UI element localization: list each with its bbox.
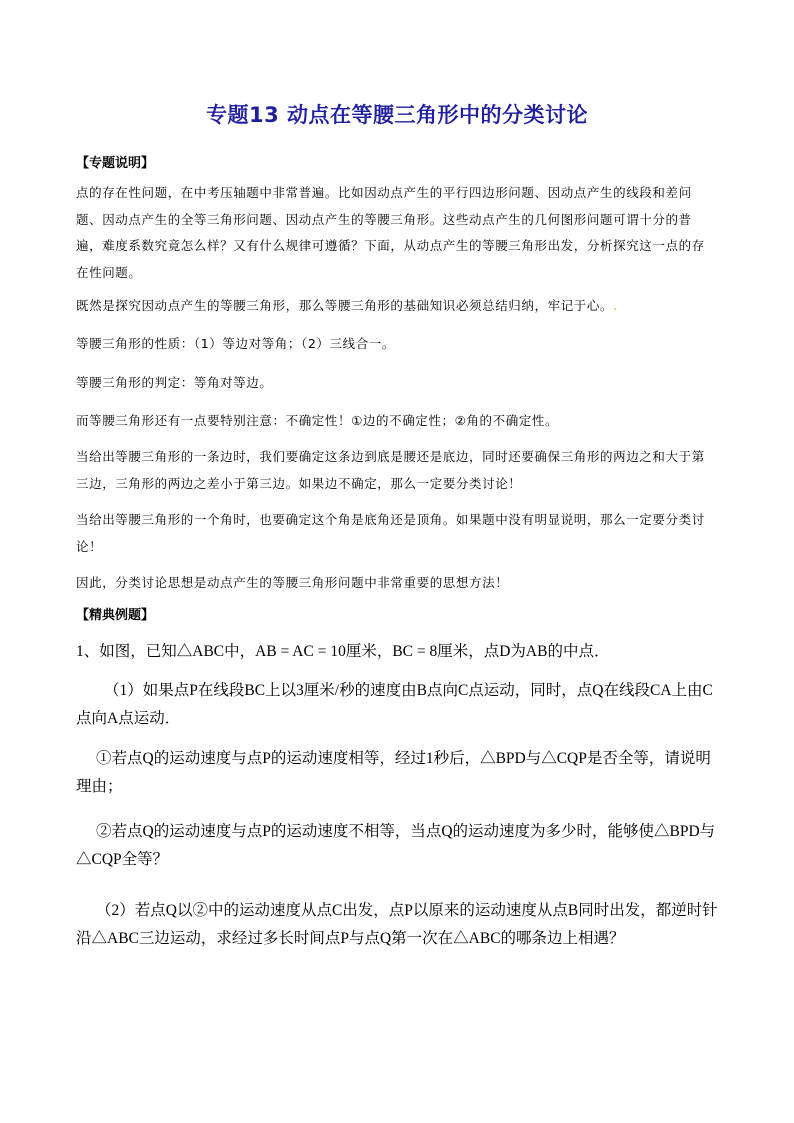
question-1-subpart-a: ①若点Q的运动速度与点P的运动速度相等，经过1秒后，△BPD与△CQP是否全等，请说明理由； (76, 750, 711, 795)
question-1-stem: 1、如图，已知△ABC中，AB = AC = 10厘米，BC = 8厘米，点D为AB的中点． (76, 643, 610, 660)
paragraph-angle-case: 当给出等腰三角形的一个角时，也要确定这个角是底角还是顶角。如果题中没有明显说明，那么一定要分类讨论！ (76, 512, 705, 554)
paragraph-conclusion: 因此，分类讨论思想是动点产生的等腰三角形问题中非常重要的思想方法！ (76, 575, 509, 590)
paragraph-uncertainty: 而等腰三角形还有一点要特别注意：不确定性！①边的不确定性；②角的不确定性。 (76, 413, 559, 428)
page-title: 专题13 动点在等腰三角形中的分类讨论 (205, 103, 589, 127)
paragraph-dot: . (613, 298, 618, 313)
question-1-part-1: （1）如果点P在线段BC上以3厘米/秒的速度由B点向C点运动，同时，点Q在线段CA上由C点向A点运动． (76, 682, 713, 727)
section-heading-description: 【专题说明】 (76, 156, 155, 171)
question-1-subpart-b: ②若点Q的运动速度与点P的运动速度不相等，当点Q的运动速度为多少时，能够使△BPD与△CQP全等？ (76, 823, 716, 868)
paragraph-basics (76, 293, 716, 320)
paragraph-criteria: 等腰三角形的判定：等角对等边。 (76, 375, 273, 390)
section-heading-examples: 【精典例题】 (76, 608, 155, 623)
paragraph-side-case: 当给出等腰三角形的一条边时，我们要确定这条边到底是腰还是底边，同时还要确保三角形的两边之和大于第三边，三角形的两边之差小于第三边。如果边不确定，那么一定要分类讨论！ (76, 449, 705, 491)
paragraph-intro: 点的存在性问题，在中考压轴题中非常普遍。比如因动点产生的平行四边形问题、因动点产生的线段和差问题、因动点产生的全等三角形问题、因动点产生的等腰三角形。这些动点产生的几何图形问题可谓十分的普遍，难度系数究竟怎么样？又有什么规律可遵循？下面，从动点产生的等腰三角形出发，分析探究这一点的存在性问题。 (76, 185, 705, 280)
question-1-part-2: （2）若点Q以②中的运动速度从点C出发，点P以原来的运动速度从点B同时出发，都逆时针沿△ABC三边运动，求经过多长时间点P与点Q第一次在△ABC的哪条边上相遇？ (76, 902, 718, 947)
paragraph-properties: 等腰三角形的性质：（1）等边对等角；（2）三线合一。 (76, 336, 396, 351)
paragraph-basics-text: 既然是探究因动点产生的等腰三角形，那么等腰三角形的基础知识必须总结归纳，牢记于心。 (76, 298, 614, 313)
